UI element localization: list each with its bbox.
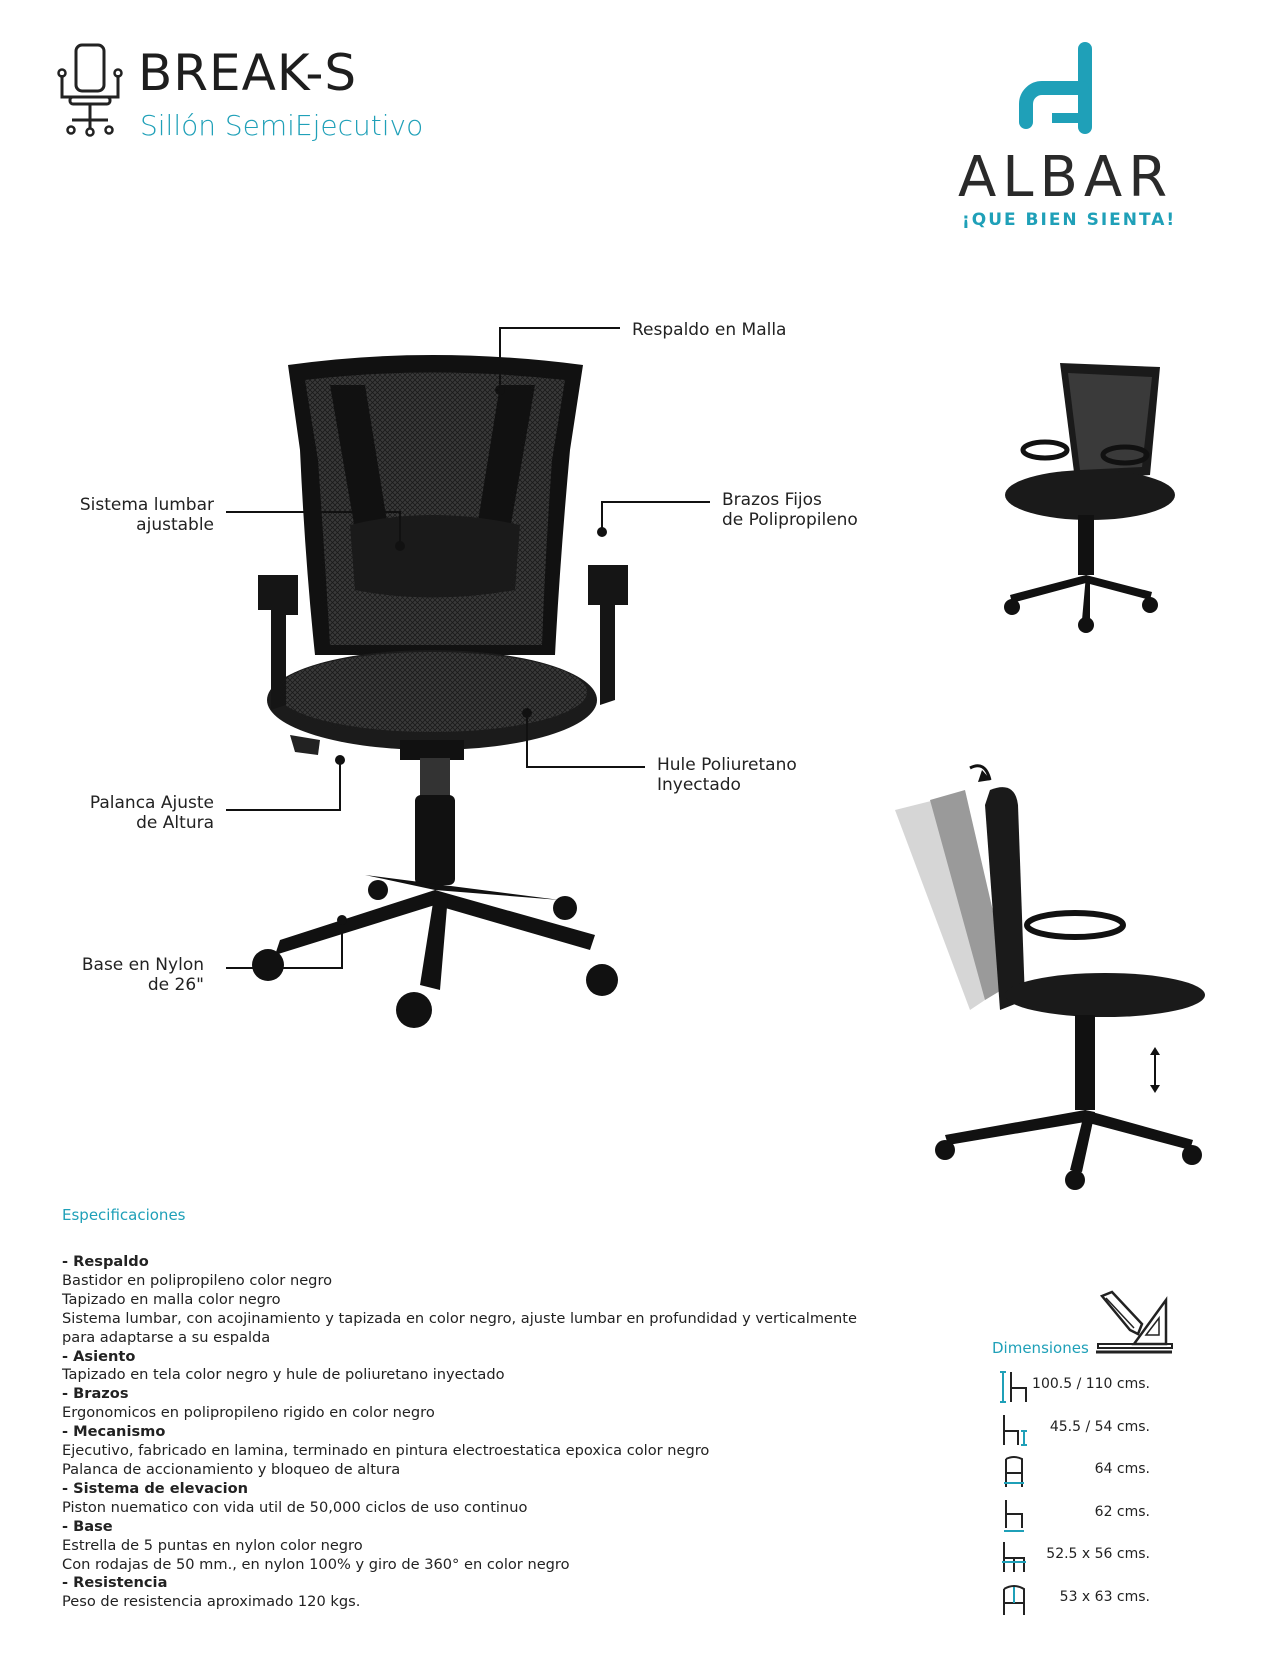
callout-brazos-line1: Brazos Fijos [722,490,822,510]
ruler-pencil-icon [1094,1290,1174,1356]
spec-line: Ejecutivo, fabricado en lamina, terminado en pintura electroestatica epoxica color negro [62,1442,710,1460]
spec-section-mecanismo [62,1423,862,1480]
spec-line: Peso de resistencia aproximado 120 kgs. [62,1593,361,1611]
dimension-row [1000,1413,1150,1445]
spec-line: Con rodajas de 50 mm., en nylon 100% y giro de 360° en color negro [62,1555,570,1573]
specs-heading: Especificaciones [62,1206,186,1224]
dimension-row [1000,1583,1150,1615]
spec-section-elevacion [62,1480,862,1518]
total-height-icon [1000,1370,1030,1404]
dimension-value: 100.5 / 110 cms. [1032,1376,1150,1392]
brand-name: ALBAR [958,145,1174,210]
brand-tagline: ¡QUE BIEN SIENTA! [962,210,1177,230]
spec-line: para adaptarse a su espalda [62,1328,271,1346]
callout-lumbar [62,495,214,535]
recline-chair-image [890,760,1220,1210]
callout-palanca-line2: de Altura [136,813,214,833]
dimension-row [1000,1498,1150,1530]
spec-section-asiento [62,1348,862,1386]
dimension-value: 62 cms. [1094,1504,1150,1520]
callout-hule [657,755,797,795]
spec-title: - Sistema de elevacion [62,1479,248,1497]
spec-line: Tapizado en tela color negro y hule de poliuretano inyectado [62,1366,505,1384]
spec-line: Ergonomicos en polipropileno rigido en color negro [62,1404,435,1422]
spec-line: Estrella de 5 puntas en nylon color negro [62,1536,363,1554]
callout-base-line1: Base en Nylon [81,955,204,975]
spec-line: Bastidor en polipropileno color negro [62,1271,333,1289]
spec-section-brazos [62,1385,862,1423]
small-chair-image [990,355,1170,635]
spec-title: - Resistencia [62,1574,168,1592]
spec-line: Palanca de accionamiento y bloqueo de altura [62,1460,401,1478]
dimension-row [1000,1540,1150,1572]
spec-title: - Base [62,1517,113,1535]
dimension-value: 53 x 63 cms. [1059,1589,1150,1605]
callout-brazos [722,490,858,530]
spec-section-respaldo [62,1253,862,1348]
spec-line: Tapizado en malla color negro [62,1290,281,1308]
product-subtitle: Sillón SemiEjecutivo [140,109,424,142]
callout-brazos-line2: de Polipropileno [722,510,858,530]
back-size-icon [1000,1583,1030,1617]
callout-lumbar-line2: ajustable [136,515,214,535]
spec-section-base [62,1518,862,1575]
dimension-value: 45.5 / 54 cms. [1049,1419,1150,1435]
callout-base [62,955,204,995]
spec-title: - Brazos [62,1385,129,1403]
spec-line: Piston nuematico con vida util de 50,000 ciclos de uso continuo [62,1498,528,1516]
seat-height-icon [1000,1413,1030,1447]
spec-title: - Asiento [62,1347,136,1365]
callout-respaldo: Respaldo en Malla [632,320,787,340]
callout-palanca [62,793,214,833]
callout-palanca-line1: Palanca Ajuste [89,793,214,813]
spec-title: - Mecanismo [62,1423,166,1441]
dimension-row [1000,1455,1150,1487]
product-title: BREAK-S [138,44,358,102]
depth-icon [1000,1498,1030,1532]
callout-lumbar-line1: Sistema lumbar [79,495,214,515]
spec-title: - Respaldo [62,1253,149,1270]
dimension-row [1000,1370,1150,1402]
spec-line: Sistema lumbar, con acojinamiento y tapizada en color negro, ajuste lumbar en profundidad y verticalmente [62,1309,857,1327]
seat-size-icon [1000,1540,1030,1574]
spec-section-resistencia [62,1574,862,1612]
dimension-value: 52.5 x 56 cms. [1046,1546,1150,1562]
callout-base-line2: de 26" [147,975,204,995]
callout-hule-line1: Hule Poliuretano [657,755,797,775]
callout-hule-line2: Inyectado [657,775,741,795]
dimensions-heading: Dimensiones [992,1339,1089,1357]
specs-list [62,1253,862,1612]
dimension-value: 64 cms. [1094,1461,1150,1477]
width-icon [1000,1455,1030,1489]
